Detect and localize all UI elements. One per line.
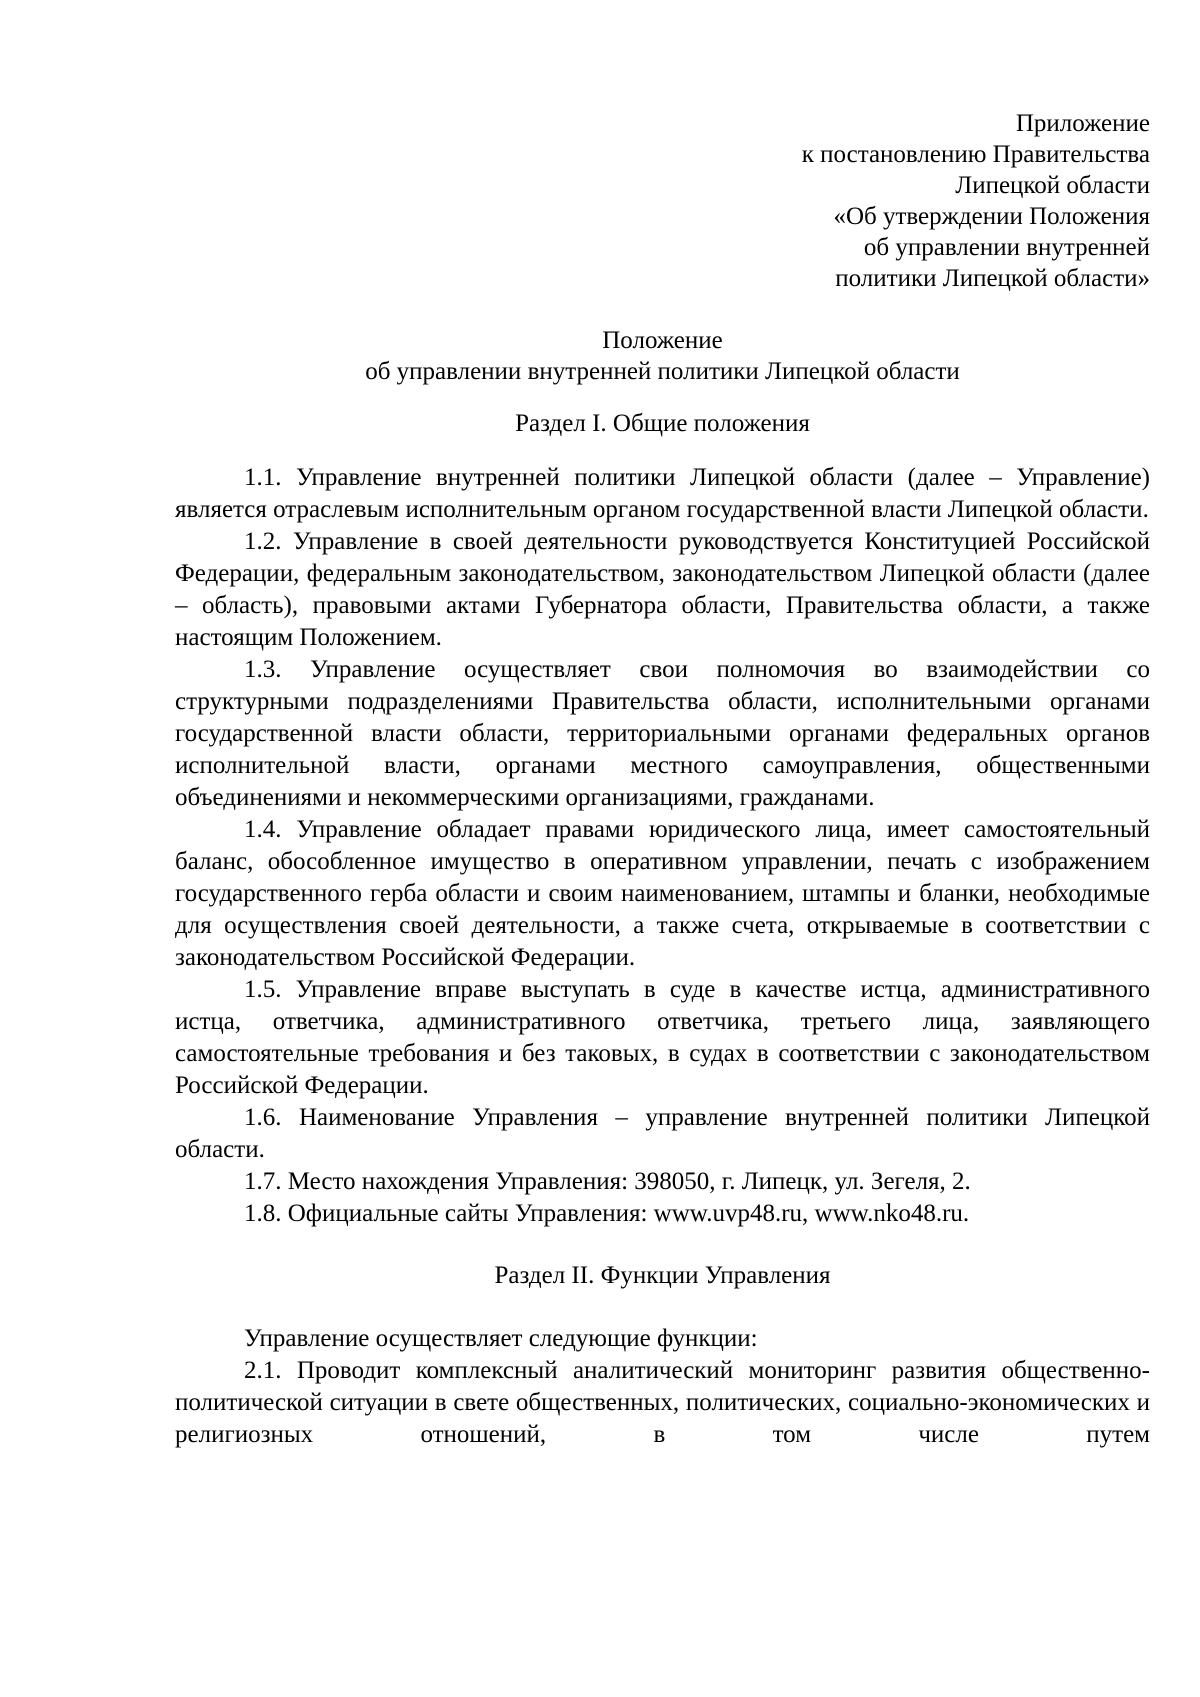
paragraph-1-8: 1.8. Официальные сайты Управления: www.uvp48.ru, www.nko48.ru. [244, 1200, 970, 1227]
paragraph-1-7: 1.7. Место нахождения Управления: 398050, г. Липецк, ул. Зегеля, 2. [244, 1168, 971, 1195]
paragraph-1-3: 1.3. Управление осуществляет свои полномочия во взаимодействии со структурными подразделениями Правительства области, исполнительными органами государственной власти области, территориальными органами федеральных органов исполнительной власти, органами местного самоуправления, общественными объединениями и некоммерческими организациями, гражданами. [175, 656, 1150, 811]
paragraph-2-1: 2.1. Проводит комплексный аналитический мониторинг развития общественно-политической ситуации в свете общественных, политических, социально-экономических и религиозных отношений, в том числе путем [175, 1357, 1150, 1448]
appendix-line: «Об утверждении Положения [833, 203, 1150, 230]
section-2-body [175, 1323, 1150, 1451]
appendix-line: Липецкой области [955, 172, 1150, 199]
paragraph-1-4: 1.4. Управление обладает правами юридического лица, имеет самостоятельный баланс, обособленное имущество в оперативном управлении, печать с изображением государственного герба области и своим наименованием, штампы и бланки, необходимые для осуществления своей деятельности, а также счета, открываемые в соответствии с законодательством Российской Федерации. [175, 816, 1150, 971]
appendix-line: политики Липецкой области» [835, 265, 1150, 292]
paragraph-2-intro: Управление осуществляет следующие функции: [244, 1325, 758, 1352]
appendix-block [175, 108, 1150, 294]
paragraph-1-1: 1.1. Управление внутренней политики Липецкой области (далее – Управление) является отраслевым исполнительным органом государственной власти Липецкой области. [175, 464, 1150, 523]
section-1-body [175, 462, 1150, 1230]
document-title [175, 325, 1150, 387]
document-page [175, 108, 1150, 1451]
paragraph-1-2: 1.2. Управление в своей деятельности руководствуется Конституцией Российской Федерации, федеральным законодательством, законодательством Липецкой области (далее – область), правовыми актами Губернатора области, Правительства области, а также настоящим Положением. [175, 528, 1150, 651]
document-title-line-2: об управлении внутренней политики Липецкой области [365, 358, 960, 385]
paragraph-1-6: 1.6. Наименование Управления – управление внутренней политики Липецкой области. [175, 1104, 1150, 1163]
appendix-line: к постановлению Правительства [801, 141, 1150, 168]
paragraph-1-5: 1.5. Управление вправе выступать в суде в качестве истца, административного истца, ответчика, административного ответчика, третьего лица, заявляющего самостоятельные требования и без таковых, в судах в соответствии с законодательством Российской Федерации. [175, 976, 1150, 1099]
appendix-line: Приложение [1015, 110, 1150, 137]
section-2-heading: Раздел II. Функции Управления [494, 1262, 831, 1289]
appendix-line: об управлении внутренней [863, 234, 1150, 261]
section-1-heading: Раздел I. Общие положения [515, 410, 810, 437]
document-title-line-1: Положение [602, 327, 723, 354]
